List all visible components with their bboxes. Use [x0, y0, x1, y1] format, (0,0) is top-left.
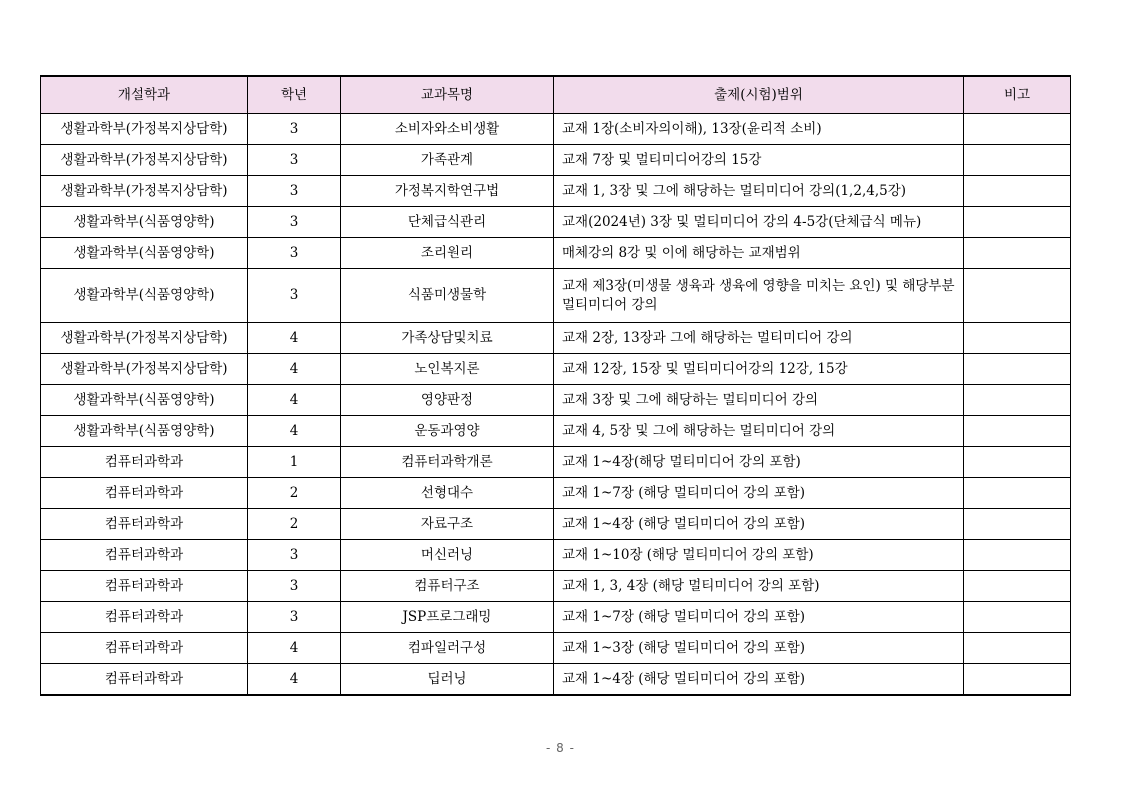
table-row: [41, 571, 1071, 602]
cell-year: 2: [248, 509, 341, 540]
header-year: 학년: [248, 76, 341, 114]
cell-course: JSP프로그래밍: [341, 602, 554, 633]
cell-course: 가족관계: [341, 145, 554, 176]
table-row: [41, 478, 1071, 509]
table-row: [41, 416, 1071, 447]
table-row: [41, 354, 1071, 385]
cell-year: 4: [248, 664, 341, 696]
cell-year: 4: [248, 354, 341, 385]
cell-note: [964, 269, 1071, 323]
cell-note: [964, 416, 1071, 447]
cell-course: 식품미생물학: [341, 269, 554, 323]
table-row: [41, 114, 1071, 145]
cell-year: 3: [248, 602, 341, 633]
cell-note: [964, 633, 1071, 664]
table-row: [41, 540, 1071, 571]
header-range: 출제(시험)범위: [554, 76, 964, 114]
cell-note: [964, 207, 1071, 238]
cell-year: 2: [248, 478, 341, 509]
cell-dept: 생활과학부(식품영양학): [41, 385, 248, 416]
cell-note: [964, 540, 1071, 571]
table-row: [41, 269, 1071, 323]
cell-course: 조리원리: [341, 238, 554, 269]
cell-course: 가정복지학연구법: [341, 176, 554, 207]
cell-course: 자료구조: [341, 509, 554, 540]
cell-dept: 생활과학부(가정복지상담학): [41, 114, 248, 145]
cell-range: 교재 1, 3, 4장 (해당 멀티미디어 강의 포함): [554, 571, 964, 602]
cell-course: 선형대수: [341, 478, 554, 509]
cell-dept: 컴퓨터과학과: [41, 447, 248, 478]
cell-range: 교재 제3장(미생물 생육과 생육에 영향을 미치는 요인) 및 해당부분 멀티미디어 강의: [554, 269, 964, 323]
cell-range: 교재 1, 3장 및 그에 해당하는 멀티미디어 강의(1,2,4,5강): [554, 176, 964, 207]
cell-note: [964, 478, 1071, 509]
cell-course: 영양판정: [341, 385, 554, 416]
header-dept: 개설학과: [41, 76, 248, 114]
cell-note: [964, 323, 1071, 354]
cell-course: 가족상담및치료: [341, 323, 554, 354]
cell-course: 머신러닝: [341, 540, 554, 571]
table-row: [41, 238, 1071, 269]
table-body: [41, 114, 1071, 696]
cell-year: 3: [248, 540, 341, 571]
cell-note: [964, 664, 1071, 696]
cell-note: [964, 509, 1071, 540]
cell-range: 교재 1~3장 (해당 멀티미디어 강의 포함): [554, 633, 964, 664]
cell-course: 소비자와소비생활: [341, 114, 554, 145]
cell-dept: 컴퓨터과학과: [41, 602, 248, 633]
cell-range: 교재 1~4장(해당 멀티미디어 강의 포함): [554, 447, 964, 478]
cell-range: 교재 1~10장 (해당 멀티미디어 강의 포함): [554, 540, 964, 571]
cell-note: [964, 238, 1071, 269]
cell-dept: 생활과학부(식품영양학): [41, 416, 248, 447]
cell-dept: 컴퓨터과학과: [41, 571, 248, 602]
cell-range: 교재 1~4장 (해당 멀티미디어 강의 포함): [554, 509, 964, 540]
cell-range: 교재 3장 및 그에 해당하는 멀티미디어 강의: [554, 385, 964, 416]
cell-note: [964, 571, 1071, 602]
table-row: [41, 633, 1071, 664]
cell-range: 교재 7장 및 멀티미디어강의 15강: [554, 145, 964, 176]
cell-dept: 컴퓨터과학과: [41, 478, 248, 509]
table-row: [41, 602, 1071, 633]
cell-note: [964, 602, 1071, 633]
cell-dept: 생활과학부(식품영양학): [41, 207, 248, 238]
table-row: [41, 323, 1071, 354]
cell-note: [964, 354, 1071, 385]
cell-year: 4: [248, 323, 341, 354]
cell-dept: 생활과학부(가정복지상담학): [41, 145, 248, 176]
cell-year: 3: [248, 145, 341, 176]
exam-range-table: [40, 75, 1071, 696]
cell-range: 교재 4, 5장 및 그에 해당하는 멀티미디어 강의: [554, 416, 964, 447]
table-row: [41, 664, 1071, 696]
cell-course: 컴퓨터구조: [341, 571, 554, 602]
cell-year: 3: [248, 207, 341, 238]
cell-range: 교재 1장(소비자의이해), 13장(윤리적 소비): [554, 114, 964, 145]
cell-note: [964, 145, 1071, 176]
table-row: [41, 447, 1071, 478]
cell-dept: 생활과학부(가정복지상담학): [41, 354, 248, 385]
cell-year: 1: [248, 447, 341, 478]
header-note: 비고: [964, 76, 1071, 114]
cell-course: 컴퓨터과학개론: [341, 447, 554, 478]
cell-dept: 생활과학부(가정복지상담학): [41, 323, 248, 354]
cell-year: 3: [248, 269, 341, 323]
cell-dept: 컴퓨터과학과: [41, 540, 248, 571]
cell-note: [964, 385, 1071, 416]
cell-course: 운동과영양: [341, 416, 554, 447]
table-row: [41, 176, 1071, 207]
cell-range: 교재 1~4장 (해당 멀티미디어 강의 포함): [554, 664, 964, 696]
cell-course: 단체급식관리: [341, 207, 554, 238]
header-course: 교과목명: [341, 76, 554, 114]
cell-range: 매체강의 8강 및 이에 해당하는 교재범위: [554, 238, 964, 269]
cell-note: [964, 447, 1071, 478]
cell-year: 3: [248, 176, 341, 207]
cell-range: 교재 1~7장 (해당 멀티미디어 강의 포함): [554, 478, 964, 509]
cell-course: 노인복지론: [341, 354, 554, 385]
cell-year: 4: [248, 385, 341, 416]
cell-year: 3: [248, 114, 341, 145]
cell-range: 교재 2장, 13장과 그에 해당하는 멀티미디어 강의: [554, 323, 964, 354]
cell-course: 컴파일러구성: [341, 633, 554, 664]
cell-dept: 컴퓨터과학과: [41, 664, 248, 696]
cell-note: [964, 176, 1071, 207]
table-row: [41, 509, 1071, 540]
table-header-row: [41, 76, 1071, 114]
cell-year: 4: [248, 633, 341, 664]
cell-year: 3: [248, 571, 341, 602]
table-row: [41, 207, 1071, 238]
cell-range: 교재 12장, 15장 및 멀티미디어강의 12강, 15강: [554, 354, 964, 385]
cell-year: 3: [248, 238, 341, 269]
cell-year: 4: [248, 416, 341, 447]
cell-dept: 컴퓨터과학과: [41, 633, 248, 664]
cell-dept: 생활과학부(식품영양학): [41, 269, 248, 323]
cell-dept: 생활과학부(가정복지상담학): [41, 176, 248, 207]
table-row: [41, 385, 1071, 416]
cell-range: 교재 1~7장 (해당 멀티미디어 강의 포함): [554, 602, 964, 633]
cell-dept: 생활과학부(식품영양학): [41, 238, 248, 269]
cell-range: 교재(2024년) 3장 및 멀티미디어 강의 4-5강(단체급식 메뉴): [554, 207, 964, 238]
table-row: [41, 145, 1071, 176]
cell-dept: 컴퓨터과학과: [41, 509, 248, 540]
page-number: - 8 -: [546, 741, 575, 755]
cell-note: [964, 114, 1071, 145]
cell-course: 딥러닝: [341, 664, 554, 696]
